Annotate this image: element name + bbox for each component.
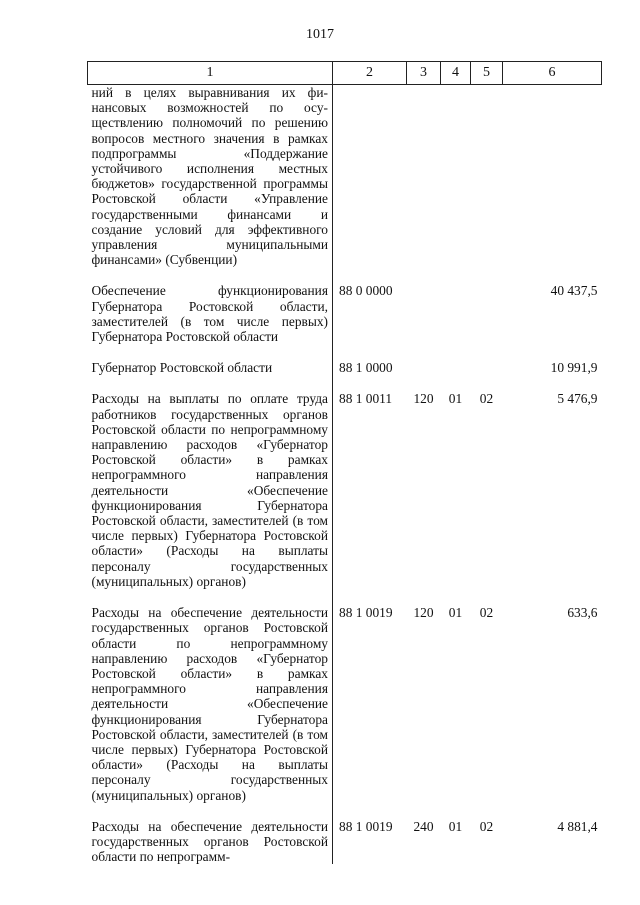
- row-vr: [407, 360, 441, 375]
- row-description: Губернатор Ростовской области: [88, 360, 333, 375]
- row-amount: 40 437,5: [550, 283, 598, 299]
- row-description: Расходы на обеспечение деятельности государственных органов Ростовской области по непрограммному направлению расходов «Губернатор Ростовской области» в рамках непрограммного направления деятельности «Обеспечение функционирования Губернатора Ростовской области, заместителей (в том числе первых) Губернатора Ростовской области» (Расходы на выплаты персоналу государственных (муниципальных) органов): [88, 605, 333, 803]
- row-amount: [503, 85, 602, 268]
- row-description: Обеспечение функционирования Губернатора Ростовской области, заместителей (в том числе первых) Губернатора Ростовской области: [88, 283, 333, 344]
- row-pr: 02: [479, 391, 494, 407]
- column-header-amount: 6: [503, 62, 602, 85]
- row-rz: 01: [448, 391, 463, 407]
- row-vr: 120: [413, 391, 434, 407]
- page-number: 1017: [306, 27, 334, 42]
- table-row: [88, 391, 602, 589]
- row-pr: [471, 283, 503, 344]
- row-amount: 4 881,4: [557, 818, 598, 834]
- row-description: Расходы на обеспечение деятельности государственных органов Ростовской области по непрограмм-: [88, 819, 333, 865]
- row-pr: [471, 360, 503, 375]
- row-rz: [441, 85, 471, 268]
- column-header-name: 1: [88, 62, 333, 85]
- column-header-rz: 4: [441, 62, 471, 85]
- row-rz: 01: [448, 818, 463, 834]
- row-vr: 240: [413, 818, 434, 834]
- budget-table: [87, 61, 602, 864]
- table-row: [88, 283, 602, 344]
- table-row: [88, 605, 602, 803]
- row-code: 88 1 0019: [339, 818, 393, 834]
- row-code: 88 1 0000: [339, 360, 393, 376]
- row-code: 88 1 0011: [339, 391, 393, 407]
- row-vr: [407, 85, 441, 268]
- row-description: Расходы на выплаты по оплате труда работников государственных органов Ростовской области по непрограммному направлению расходов «Губернатор Ростовской области» в рамках непрограммного направления деятельности «Обеспечение функционирования Губернатора Ростовской области, заместителей (в том числе первых) Губернатора Ростовской области» (Расходы на выплаты персоналу государственных (муниципальных) органов): [88, 391, 333, 589]
- row-amount: 10 991,9: [550, 360, 598, 376]
- row-code: 88 0 0000: [339, 283, 393, 299]
- table-row: [88, 819, 602, 865]
- row-pr: [471, 85, 503, 268]
- row-description: ний в целях выравнивания их финансовых возможностей по осуществлению полномочий по решению вопросов местного значения в рамках подпрограммы «Поддержание устойчивого исполнения местных бюджетов» государственной программы Ростовской области «Управление государственными финансами и создание условий для эффективного управления муниципальными финансами» (Субвенции): [88, 85, 333, 268]
- row-pr: 02: [479, 818, 494, 834]
- row-amount: 633,6: [567, 605, 598, 621]
- row-rz: [441, 283, 471, 344]
- table-row: [88, 85, 602, 268]
- row-rz: [441, 360, 471, 375]
- row-code: 88 1 0019: [339, 605, 393, 621]
- row-vr: [407, 283, 441, 344]
- row-vr: 120: [413, 605, 434, 621]
- table-header: [88, 62, 602, 85]
- column-header-pr: 5: [471, 62, 503, 85]
- row-code: [333, 85, 407, 268]
- column-header-code: 2: [333, 62, 407, 85]
- row-amount: 5 476,9: [557, 391, 598, 407]
- row-pr: 02: [479, 605, 494, 621]
- table-row: [88, 360, 602, 375]
- row-rz: 01: [448, 605, 463, 621]
- column-header-vr: 3: [407, 62, 441, 85]
